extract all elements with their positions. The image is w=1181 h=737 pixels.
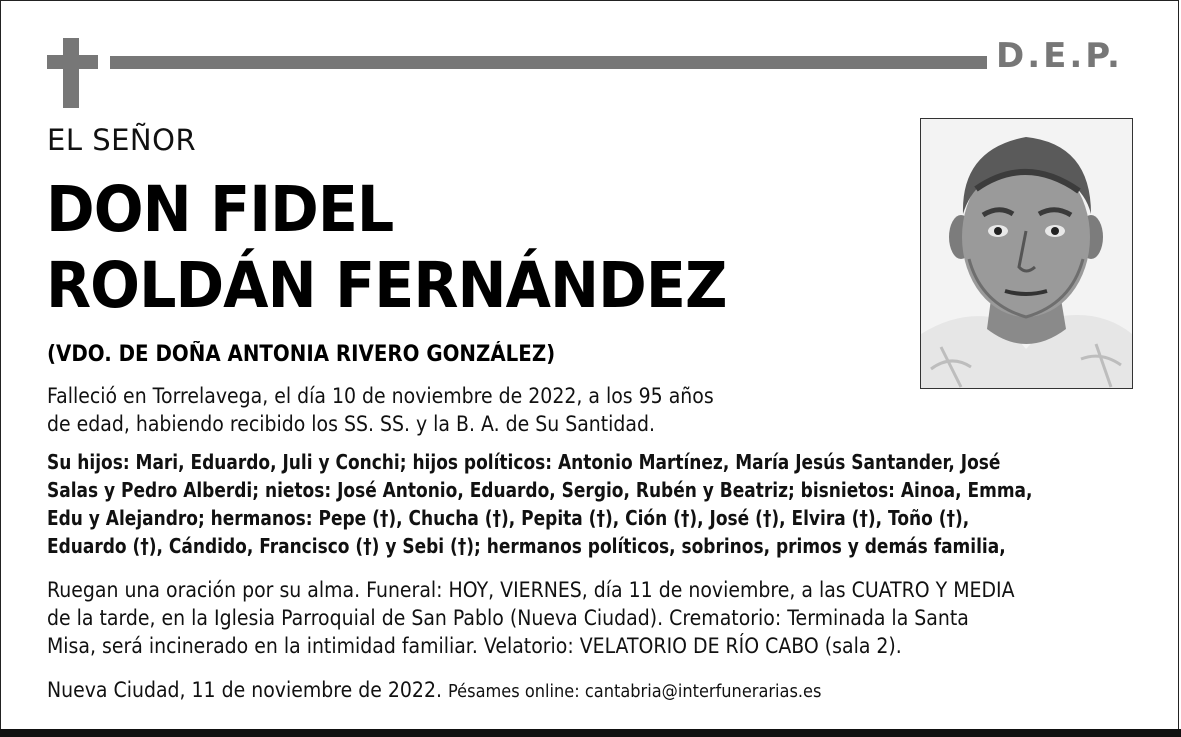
- name-line-1: DON FIDEL: [46, 173, 394, 246]
- death-line: Falleció en Torrelavega, el día 10 de noviembre de 2022, a los 95 años: [47, 384, 714, 408]
- closing-line: [47, 676, 821, 706]
- deceased-name: [46, 172, 727, 324]
- funeral-paragraph: [47, 576, 1015, 660]
- dep-badge: D.E.P.: [996, 36, 1123, 76]
- death-paragraph: [47, 382, 714, 438]
- header-rule: [110, 56, 987, 69]
- portrait-photo: [920, 118, 1133, 389]
- cross-icon: [63, 38, 79, 108]
- place-date: Nueva Ciudad, 11 de noviembre de 2022.: [47, 678, 442, 702]
- widow-line: (VDO. DE DOÑA ANTONIA RIVERO GONZÁLEZ): [47, 342, 556, 367]
- condolences-email[interactable]: Pésames online: cantabria@interfunerarias.es: [447, 681, 822, 702]
- funeral-line: de la tarde, en la Iglesia Parroquial de San Pablo (Nueva Ciudad). Crematorio: Terminada la Santa: [47, 606, 969, 630]
- family-line: Eduardo (†), Cándido, Francisco (†) y Sebi (†); hermanos políticos, sobrinos, primos y demás familia,: [47, 534, 1006, 558]
- pretitle: EL SEÑOR: [47, 123, 197, 157]
- funeral-line: Ruegan una oración por su alma. Funeral: HOY, VIERNES, día 11 de noviembre, a las CUATRO Y MEDIA: [47, 578, 1015, 602]
- family-line: Edu y Alejandro; hermanos: Pepe (†), Chucha (†), Pepita (†), Ción (†), José (†), Elvira (†), Toño (†),: [47, 506, 970, 530]
- family-paragraph: [47, 448, 1032, 560]
- family-line: Salas y Pedro Alberdi; nietos: José Antonio, Eduardo, Sergio, Rubén y Beatriz; bisnietos: Ainoa, Emma,: [47, 478, 1033, 502]
- death-line: de edad, habiendo recibido los SS. SS. y la B. A. de Su Santidad.: [47, 412, 656, 436]
- portrait-image: [921, 119, 1132, 388]
- family-line: Su hijos: Mari, Eduardo, Juli y Conchi; hijos políticos: Antonio Martínez, María Jesús Santander, José: [47, 450, 1001, 474]
- cross-icon-bar: [47, 55, 98, 69]
- name-line-2: ROLDÁN FERNÁNDEZ: [46, 249, 727, 322]
- bottom-rule: [0, 729, 1181, 737]
- funeral-line: Misa, será incinerado en la intimidad familiar. Velatorio: VELATORIO DE RÍO CABO (sala 2).: [47, 634, 902, 658]
